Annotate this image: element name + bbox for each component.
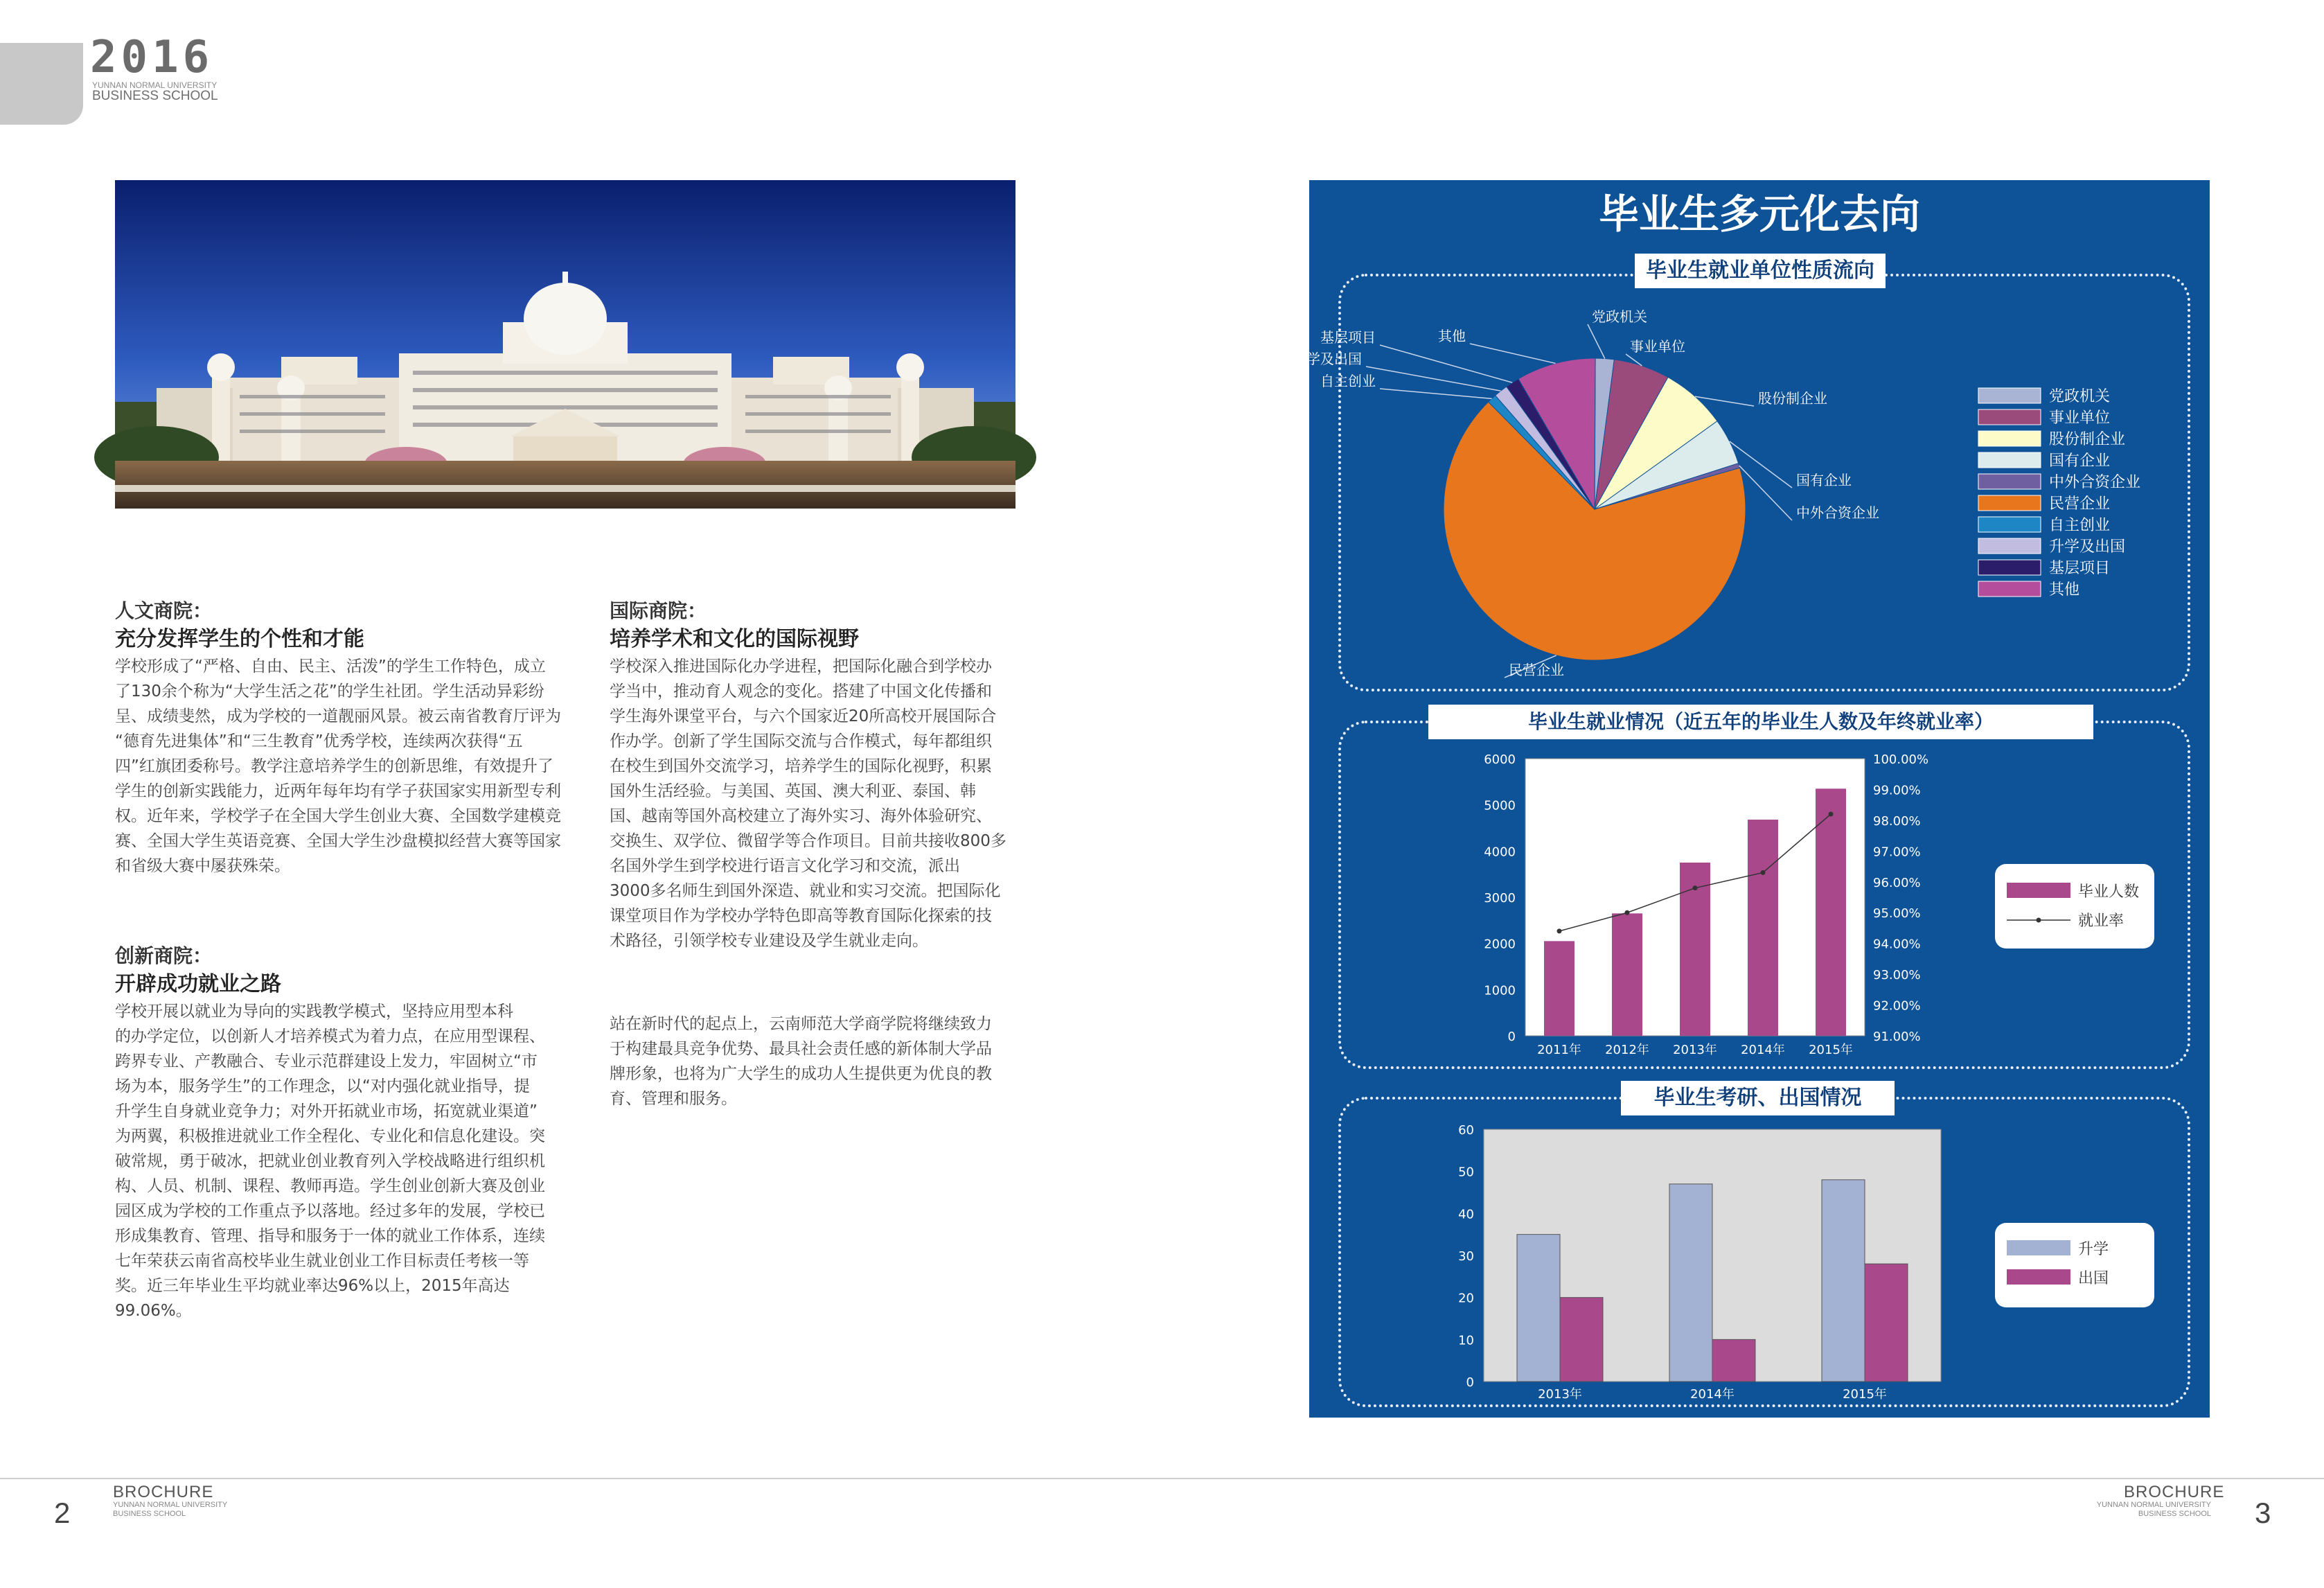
section-innovation-body [115,999,572,1323]
y-tick-label: 3000 [1484,891,1516,906]
text-line: 育、管理和服务。 [610,1090,737,1108]
section-international [610,597,1025,953]
page-number-right: 3 [2255,1497,2271,1529]
section-humanities-subtitle: 充分发挥学生的个性和才能 [115,627,364,651]
bar [1822,1180,1865,1382]
footer-university-left: YUNNAN NORMAL UNIVERSITY [113,1501,228,1509]
employment-chart [1338,741,2185,1060]
legend-label: 民营企业 [2049,495,2111,513]
callout-label: 自主创业 [1320,373,1376,389]
line-point [1625,910,1630,915]
text-line: 99.06%。 [115,1302,192,1320]
text-line: 为两翼，积极推进就业工作全程化、专业化和信息化建设。突 [115,1127,545,1145]
callout-label: 股份制企业 [1758,390,1827,407]
legend-swatch [1978,538,2041,554]
legend-swatch [2007,1240,2070,1255]
bar [1669,1184,1712,1382]
line-point [1829,812,1834,817]
text-line: 学生的创新实践能力，近两年每年均有学子获国家实用新型专利 [115,782,561,800]
y2-tick-label: 100.00% [1873,752,1929,767]
legend-swatch [1978,474,2041,489]
legend-label: 升学 [2078,1241,2109,1258]
text-line: 站在新时代的起点上，云南师范大学商学院将继续致力 [610,1015,992,1033]
legend-box [1995,1223,2154,1307]
text-line: 的办学定位，以创新人才培养模式为着力点，在应用型课程、 [115,1027,545,1046]
y-tick-label: 0 [1507,1030,1516,1044]
y2-tick-label: 95.00% [1873,906,1921,921]
bar [1816,788,1846,1036]
text-line: 奖。近三年毕业生平均就业率达96%以上，2015年高达 [115,1277,510,1295]
legend-label: 升学及出国 [2049,538,2126,556]
y-tick-label: 60 [1458,1123,1474,1138]
callout-line [1366,367,1501,391]
text-line: 和省级大赛中屡获殊荣。 [115,857,290,875]
legend-swatch [1978,560,2041,575]
text-line: 破常规，勇于破冰，把就业创业教育列入学校战略进行组织机 [115,1152,545,1170]
text-line: 国外生活经验。与美国、英国、澳大利亚、泰国、韩 [610,782,976,800]
y-tick-label: 20 [1458,1291,1474,1306]
text-line: “德育先进集体”和“三生教育”优秀学校，连续两次获得“五 [115,732,523,750]
y-tick-label: 50 [1458,1165,1474,1180]
x-tick-label: 2013年 [1673,1043,1717,1057]
section-humanities-title: 人文商院： [115,599,213,622]
text-line: 术路径，引领学校专业建设及学生就业走向。 [610,932,928,950]
text-line: 赛、全国大学生英语竞赛、全国大学生沙盘模拟经营大赛等国家 [115,832,561,850]
bar [1612,913,1642,1036]
x-tick-label: 2012年 [1605,1043,1649,1057]
chart3-label: 毕业生考研、出国情况 [1621,1081,1895,1115]
x-tick-label: 2011年 [1537,1043,1581,1057]
text-line: 构、人员、机制、课程、教师再造。学生创业创新大赛及创业 [115,1177,545,1195]
legend-point [2037,918,2041,923]
text-line: 了130余个称为“大学生活之花”的学生社团。学生活动异彩纷 [115,682,544,700]
text-line: 四”红旗团委称号。教学注意培养学生的创新思维，有效提升了 [115,757,553,775]
legend-label: 事业单位 [2049,409,2111,427]
footer-divider [0,1478,2324,1479]
x-tick-label: 2015年 [1843,1387,1887,1402]
callout-label: 升学及出国 [1293,351,1362,367]
page-number-left: 2 [54,1497,71,1529]
x-tick-label: 2014年 [1741,1043,1785,1057]
bar [1712,1339,1755,1382]
y-tick-label: 0 [1466,1375,1474,1390]
text-line: 交换生、双学位、微留学等合作项目。目前共接收800多 [610,832,1006,850]
y2-tick-label: 98.00% [1873,813,1921,829]
text-line: 权。近年来，学校学子在全国大学生创业大赛、全国数学建模竞 [115,807,561,825]
legend-swatch [1978,452,2041,468]
text-line: 呈、成绩斐然，成为学校的一道靓丽风景。被云南省教育厅评为 [115,707,561,725]
legend-swatch [1978,409,2041,425]
legend-swatch [2007,883,2070,898]
line-point [1761,870,1766,875]
legend-swatch [1978,495,2041,511]
text-line: 作办学。创新了学生国际交流与合作模式，每年都组织 [610,732,992,750]
y-tick-label: 6000 [1484,752,1516,767]
legend-label: 毕业人数 [2078,883,2140,901]
legend-box [1995,864,2154,949]
text-line: 在校生到国外交流学习，培养学生的国际化视野，积累 [610,757,992,775]
text-line: 形成集教育、管理、指导和服务于一体的就业工作体系，连续 [115,1227,545,1245]
y-tick-label: 2000 [1484,937,1516,952]
y2-tick-label: 91.00% [1873,1030,1921,1044]
footer-brochure-right: BROCHURE [2124,1483,2225,1501]
footer-brochure-left: BROCHURE [113,1483,214,1501]
callout-label: 国有企业 [1796,472,1852,488]
text-line: 园区成为学校的工作重点予以落地。经过多年的发展，学校已 [115,1202,545,1220]
legend-swatch [2007,1269,2070,1285]
bar [1517,1235,1560,1382]
text-line: 学校形成了“严格、自由、民主、活泼”的学生工作特色，成立 [115,658,546,676]
section-international-subtitle: 培养学术和文化的国际视野 [610,627,859,651]
text-line: 跨界专业、产教融合、专业示范群建设上发力，牢固树立“市 [115,1052,538,1070]
footer-school-right: BUSINESS SCHOOL [2138,1510,2211,1518]
section-closing [610,1012,1025,1111]
y2-tick-label: 94.00% [1873,937,1921,952]
chart2-label: 毕业生就业情况（近五年的毕业生人数及年终就业率） [1428,705,2093,739]
callout-line [1380,345,1512,382]
panel-title: 毕业生多元化去向 [1598,191,1920,238]
section-innovation-subtitle: 开辟成功就业之路 [115,972,281,996]
callout-label: 党政机关 [1592,308,1647,325]
bar [1748,820,1778,1036]
text-line: 课堂项目作为学校办学特色即高等教育国际化探索的技 [610,907,992,925]
y2-tick-label: 97.00% [1873,845,1921,860]
y2-tick-label: 93.00% [1873,968,1921,983]
legend-label: 国有企业 [2049,452,2111,470]
legend-label: 就业率 [2078,912,2125,930]
legend-swatch [1978,581,2041,597]
callout-label: 事业单位 [1630,338,1685,355]
text-line: 七年荣获云南省高校毕业生就业创业工作目标责任考核一等 [115,1252,529,1270]
legend-label: 其他 [2049,581,2080,599]
callout-line [1588,324,1605,359]
chart1-label: 毕业生就业单位性质流向 [1635,254,1886,288]
y-tick-label: 1000 [1484,983,1516,998]
section-humanities [115,597,572,879]
pie-chart [1293,291,2185,686]
line-point [1557,928,1562,933]
text-line: 名国外学生到学校进行语言文化学习和交流，派出 [610,857,960,875]
text-line: 学生海外课堂平台，与六个国家近20所高校开展国际合 [610,707,997,725]
legend-swatch [1978,431,2041,446]
line-point [1693,885,1698,890]
section-international-body [610,654,1025,953]
y2-tick-label: 92.00% [1873,998,1921,1014]
text-line: 3000多名师生到国外深造、就业和实习交流。把国际化 [610,882,1001,900]
legend-label: 基层项目 [2049,560,2111,577]
y2-tick-label: 99.00% [1873,783,1921,798]
text-line: 牌形象，也将为广大学生的成功人生提供更为优良的教 [610,1065,992,1083]
section-innovation-title: 创新商院： [115,944,213,967]
x-tick-label: 2015年 [1809,1043,1853,1057]
section-innovation [115,942,572,1323]
callout-line [1380,389,1492,398]
callout-label: 基层项目 [1320,329,1376,346]
bar [1544,941,1575,1036]
text-line: 升学生自身就业竞争力；对外开拓就业市场，拓宽就业渠道” [115,1102,538,1120]
legend-label: 中外合资企业 [2049,474,2141,491]
legend-label: 自主创业 [2049,517,2111,534]
legend-label: 股份制企业 [2049,431,2126,448]
y-tick-label: 5000 [1484,798,1516,813]
footer-school-left: BUSINESS SCHOOL [113,1510,186,1518]
header-year: 2016 [90,32,214,83]
y-tick-label: 4000 [1484,845,1516,860]
callout-label: 中外合资企业 [1796,504,1879,521]
text-line: 学校开展以就业为导向的实践教学模式，坚持应用型本科 [115,1003,513,1021]
text-line: 国、越南等国外高校建立了海外实习、海外体验研究、 [610,807,992,825]
header-university: YUNNAN NORMAL UNIVERSITY [92,80,218,90]
y2-tick-label: 96.00% [1873,875,1921,890]
text-line: 学当中，推动育人观念的变化。搭建了中国文化传播和 [610,682,992,700]
legend-label: 出国 [2078,1270,2109,1287]
section-humanities-body [115,654,572,879]
x-tick-label: 2014年 [1690,1387,1735,1402]
y-tick-label: 10 [1458,1333,1474,1348]
bar [1560,1298,1603,1382]
legend-swatch [1978,517,2041,532]
x-tick-label: 2013年 [1538,1387,1582,1402]
bar [1865,1264,1908,1382]
section-international-title: 国际商院： [610,599,707,622]
callout-label: 其他 [1438,328,1466,344]
header-tab-shape [0,43,83,125]
legend-label: 党政机关 [2049,388,2111,405]
legend-swatch [1978,388,2041,403]
text-line: 学校深入推进国际化办学进程，把国际化融合到学校办 [610,658,992,676]
callout-label: 民营企业 [1509,662,1564,678]
y-tick-label: 30 [1458,1249,1474,1264]
callout-line [1739,466,1792,520]
postgrad-chart [1338,1115,2185,1406]
header-school: BUSINESS SCHOOL [92,89,218,103]
campus-photo [115,180,1015,509]
y-tick-label: 40 [1458,1207,1474,1222]
callout-line [1470,344,1556,363]
text-line: 场为本，服务学生”的工作理念，以“对内强化就业指导，提 [115,1077,530,1095]
text-line: 于构建最具竞争优势、最具社会责任感的新体制大学品 [610,1040,992,1058]
footer-university-right: YUNNAN NORMAL UNIVERSITY [2096,1501,2211,1509]
